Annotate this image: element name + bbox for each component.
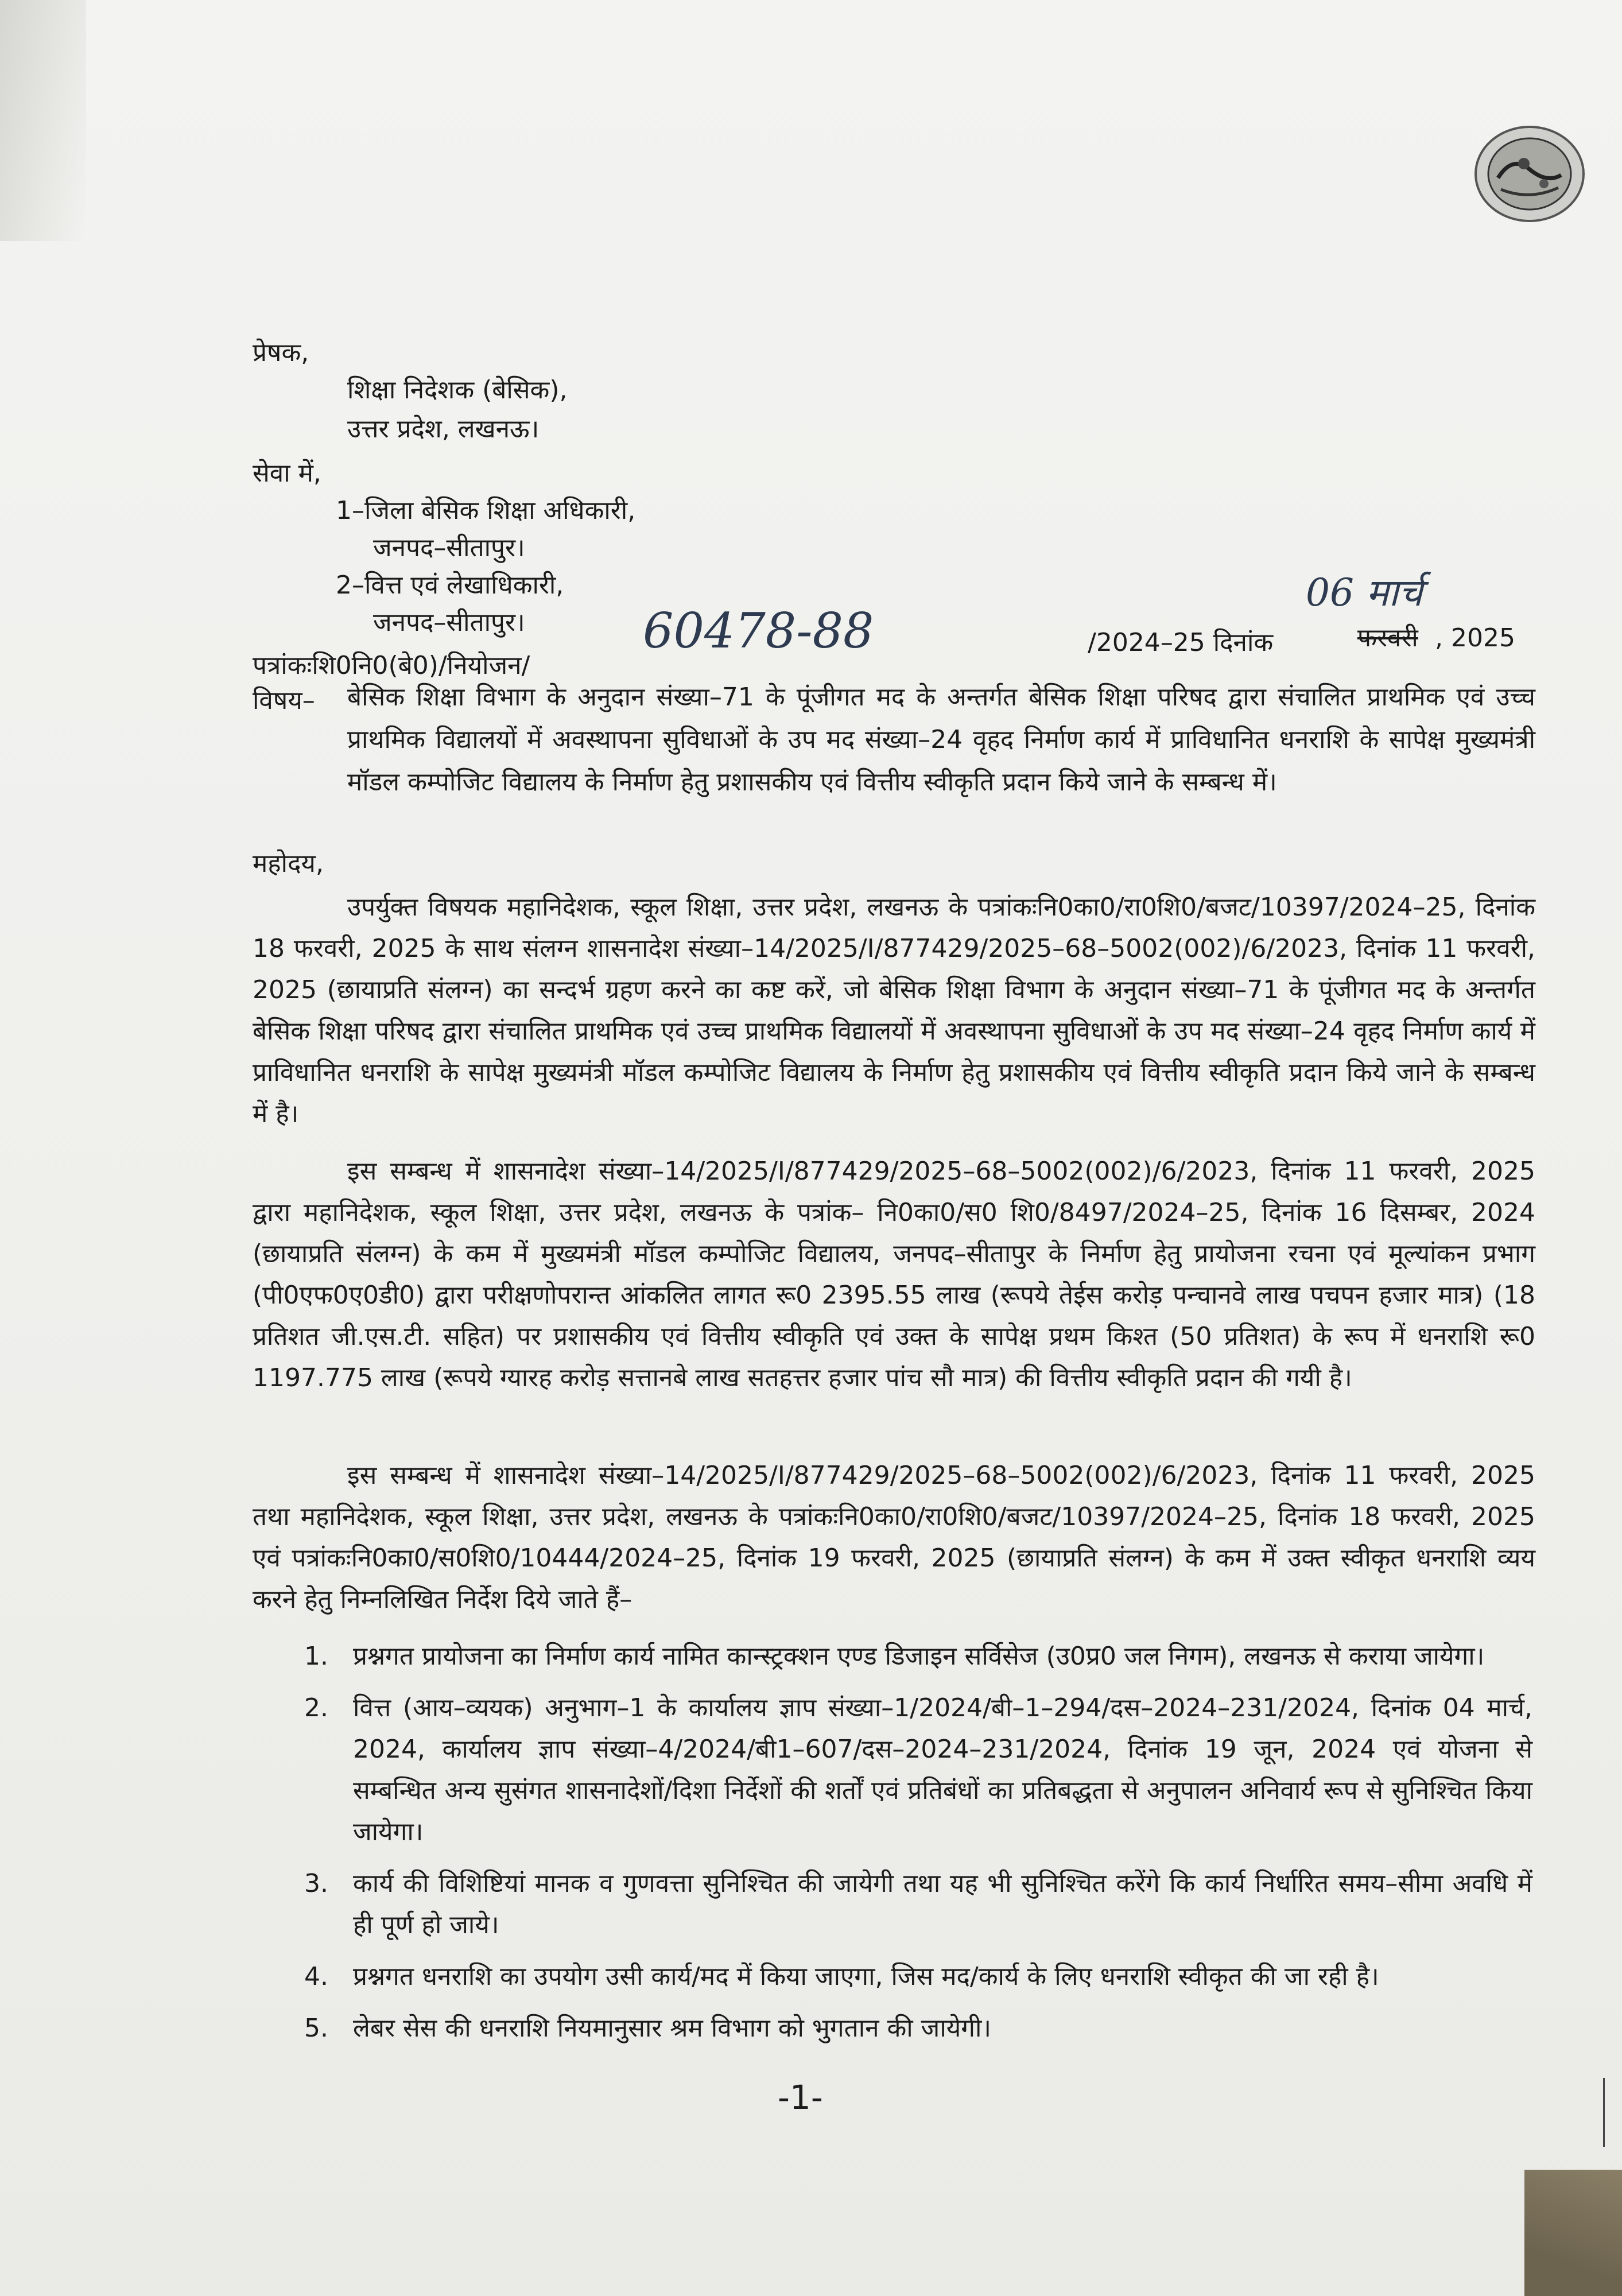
sender-label: प्रेषक, (253, 338, 309, 367)
list-item: 5. लेबर सेस की धनराशि नियमानुसार श्रम विभाग को भुगतान की जायेगी। (304, 2014, 992, 2043)
sender-place: उत्तर प्रदेश, लखनऊ। (347, 414, 540, 444)
paragraph-2 (253, 1151, 1535, 1399)
recipient-2-place: जनपद–सीतापुर। (373, 608, 525, 637)
recipient-1-place: जनपद–सीतापुर। (373, 533, 525, 563)
handwritten-dispatch-number: 60478-88 (643, 603, 874, 659)
paragraph-3-text: इस सम्बन्ध में शासनादेश संख्या–14/2025/I/877429/2025–68–5002(002)/6/2023, दिनांक 11 फरवरी, 2025 तथा महानिदेशक, स्कूल शिक्षा, उत्तर प्रदेश, लखनऊ के पत्रांकःनि0का0/रा0शि0/बजट/10397/2024–25, दिनांक 18 फरवरी, 2025 एवं पत्रांकःनि0का0/स0शि0/10444/2024–25, दिनांक 19 फरवरी, 2025 (छायाप्रति संलग्न) के कम में उक्त स्वीकृत धनराशि व्यय करने हेतु निम्नलिखित निर्देश दिये जाते हैं– (253, 1461, 1535, 1614)
letter-ref-middle: /2024–25 दिनांक (1088, 628, 1274, 657)
edge-mark (1603, 2078, 1605, 2147)
paragraph-2-text: इस सम्बन्ध में शासनादेश संख्या–14/2025/I/877429/2025–68–5002(002)/6/2023, दिनांक 11 फरवरी, 2025 द्वारा महानिदेशक, स्कूल शिक्षा, उत्तर प्रदेश, लखनऊ के पत्रांक– नि0का0/स0 शि0/8497/2024–25, दिनांक 16 दिसम्बर, 2024 (छायाप्रति संलग्न) के कम में मुख्यमंत्री मॉडल कम्पोजिट विद्यालय, जनपद–सीतापुर के निर्माण हेतु प्रायोजना रचना एवं मूल्यांकन प्रभाग (पी0एफ0ए0डी0) द्वारा परीक्षणोपरान्त आंकलित लागत रू0 2395.55 लाख (रूपये तेईस करोड़ पन्चानवे लाख पचपन हजार मात्र) (18 प्रतिशत जी.एस.टी. सहित) पर प्रशासकीय एवं वित्तीय स्वीकृति एवं उक्त के सापेक्ष प्रथम किश्त (50 प्रतिशत) के रूप में धनराशि रू0 1197.775 लाख (रूपये ग्यारह करोड़ सत्तानबे लाख सतहत्तर हजार पांच सौ मात्र) की वित्तीय स्वीकृति प्रदान की गयी है। (253, 1157, 1535, 1393)
salutation: महोदय, (253, 849, 324, 878)
list-item: 3. कार्य की विशिष्टियां मानक व गुणवत्ता सुनिश्चित की जायेगी तथा यह भी सुनिश्चित करेंगे कि कार्य निर्धारित समय–सीमा अवधि में ही पूर्ण हो जाये। (304, 1869, 1532, 1940)
paragraph-3 (253, 1455, 1535, 1620)
list-item: 4. प्रश्नगत धनराशि का उपयोग उसी कार्य/मद में किया जाएगा, जिस मद/कार्य के लिए धनराशि स्वीकृत की जा रही है। (304, 1962, 1379, 1991)
page-number: -1- (778, 2078, 823, 2117)
handwritten-date: 06 मार्च (1306, 571, 1423, 615)
official-seal-image (1472, 123, 1587, 224)
recipient-2-title: 2–वित्त एवं लेखाधिकारी, (336, 571, 564, 600)
list-item: 2. वित्त (आय–व्ययक) अनुभाग–1 के कार्यालय ज्ञाप संख्या–1/2024/बी–1–294/दस–2024–231/2024, दिनांक 04 मार्च, 2024, कार्यालय ज्ञाप संख्या–4/2024/बी1–607/दस–2024–231/2024, दिनांक 19 जून, 2024 एवं योजना से सम्बन्धित अन्य सुसंगत शासनादेशों/दिशा निर्देशों की शर्तों एवं प्रतिबंधों का प्रतिबद्धता से अनुपालन अनिवार्य रूप से सुनिश्चित किया जायेगा। (304, 1693, 1532, 1847)
paragraph-1-text: उपर्युक्त विषयक महानिदेशक, स्कूल शिक्षा, उत्तर प्रदेश, लखनऊ के पत्रांकःनि0का0/रा0शि0/बजट/10397/2024–25, दिनांक 18 फरवरी, 2025 के साथ संलग्न शासनादेश संख्या–14/2025/I/877429/2025–68–5002(002)/6/2023, दिनांक 11 फरवरी, 2025 (छायाप्रति संलग्न) का सन्दर्भ ग्रहण करने का कष्ट करें, जो बेसिक शिक्षा विभाग के अनुदान संख्या–71 के पूंजीगत मद के अन्तर्गत बेसिक शिक्षा परिषद द्वारा संचालित प्राथमिक एवं उच्च प्राथमिक विद्यालयों में अवस्थापना सुविधाओं के उप मद संख्या–24 वृहद निर्माण कार्य में प्राविधानित धनराशि के सापेक्ष मुख्यमंत्री मॉडल कम्पोजिट विद्यालय के निर्माण हेतु प्रशासकीय एवं वित्तीय स्वीकृति प्रदान किये जाने के सम्बन्ध में है। (253, 893, 1535, 1128)
directives-list (304, 1636, 1532, 2060)
subject-label: विषय– (253, 686, 315, 715)
list-item: 1. प्रश्नगत प्रायोजना का निर्माण कार्य नामित कान्स्ट्रक्शन एण्ड डिजाइन सर्विसेज (उ0प्र0 जल निगम), लखनऊ से कराया जायेगा। (304, 1642, 1485, 1671)
paper-fold-shadow (0, 0, 86, 241)
scan-edge-shadow (1524, 2170, 1622, 2296)
struck-month: फरवरी (1357, 623, 1418, 653)
paragraph-1 (253, 887, 1535, 1135)
subject-text: बेसिक शिक्षा विभाग के अनुदान संख्या–71 के पूंजीगत मद के अन्तर्गत बेसिक शिक्षा परिषद द्वारा संचालित प्राथमिक एवं उच्च प्राथमिक विद्यालयों में अवस्थापना सुविधाओं के उप मद संख्या–24 वृहद निर्माण कार्य में प्राविधानित धनराशि के सापेक्ष मुख्यमंत्री मॉडल कम्पोजिट विद्यालय के निर्माण हेतु प्रशासकीय एवं वित्तीय स्वीकृति प्रदान किये जाने के सम्बन्ध में। (347, 682, 1535, 797)
recipients-label: सेवा में, (253, 459, 321, 488)
letter-ref-year: , 2025 (1435, 623, 1515, 653)
sender-name: शिक्षा निदेशक (बेसिक), (347, 375, 568, 405)
recipient-1-title: 1–जिला बेसिक शिक्षा अधिकारी, (336, 496, 636, 525)
letter-ref-prefix: पत्रांकःशि0नि0(बे0)/नियोजन/ (253, 651, 530, 680)
